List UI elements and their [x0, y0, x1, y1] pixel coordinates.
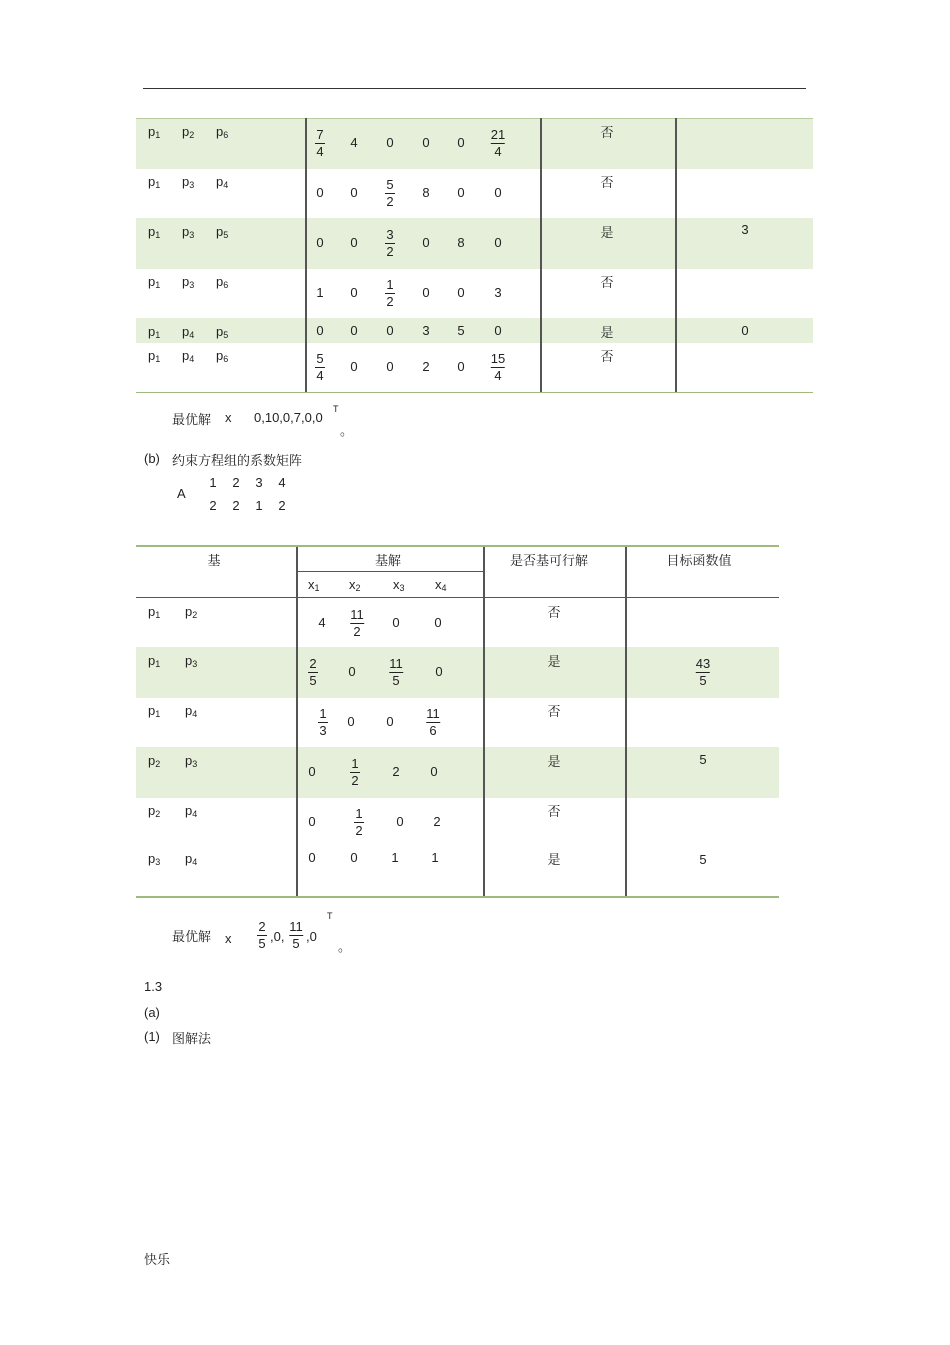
opt2-frac-2: 11 5 [289, 919, 303, 951]
basis-vector: $p_1$ [148, 604, 161, 620]
row-rule [136, 268, 813, 269]
row-rule [136, 392, 813, 393]
numerator: 11 [389, 656, 403, 671]
item-text: 图解法 [172, 1032, 212, 1047]
basis-vector: $p_3$ [148, 851, 161, 867]
solution-value: 1 [391, 850, 399, 865]
basis-vector: $p_1$ [148, 274, 161, 290]
denominator: 4 [316, 368, 324, 383]
basis-vector: $p_5$ [216, 224, 229, 240]
denominator: 4 [316, 144, 324, 159]
numerator: 11 [426, 706, 440, 721]
solution-value: 0 [386, 359, 394, 374]
basis-vector: $p_3$ [182, 224, 195, 240]
objective-value: 3 [741, 222, 749, 237]
table2-bottom-rule [136, 896, 779, 898]
numerator: 5 [316, 351, 324, 366]
solution-value: 0 [392, 615, 400, 630]
matrix-cell: 2 [278, 498, 286, 513]
matrix-cell: 1 [255, 498, 263, 513]
basis-vector: $p_4$ [185, 803, 198, 819]
feasible-mark: 否 [547, 606, 561, 621]
denominator: 2 [386, 244, 394, 259]
numerator: 7 [316, 127, 324, 142]
header-feasible: 是否基可行解 [509, 554, 589, 569]
opt1-end: 。 [340, 424, 354, 439]
denominator: 2 [351, 773, 359, 788]
solution-value: 0 [422, 235, 430, 250]
denominator: 5 [392, 673, 400, 688]
row-background [136, 747, 779, 797]
column-divider [305, 118, 307, 392]
solution-value: 0 [434, 615, 442, 630]
solution-value-fraction [491, 127, 505, 160]
matrix-cell: 2 [209, 498, 217, 513]
column-divider [483, 547, 485, 896]
denominator: 2 [386, 294, 394, 309]
feasible-mark: 是 [600, 326, 614, 341]
row-rule [136, 342, 813, 343]
basis-vector: $p_1$ [148, 124, 161, 140]
solution-value: 0 [347, 714, 355, 729]
basis-vector: $p_2$ [182, 124, 195, 140]
denominator: 5 [309, 673, 317, 688]
objective-value-fraction [696, 656, 710, 689]
denominator: 4 [494, 144, 502, 159]
solution-value: 1 [431, 850, 439, 865]
feasible-mark: 否 [600, 126, 614, 141]
header-bottom-rule [136, 597, 779, 598]
subheader-rule [297, 571, 483, 572]
row-background [136, 318, 813, 342]
table2-top-rule [136, 545, 779, 547]
basis-vector: $p_4$ [182, 348, 195, 364]
row-background [136, 118, 813, 168]
solution-value: 0 [422, 285, 430, 300]
row-rule [136, 697, 779, 698]
denominator: 2 [386, 194, 394, 209]
solution-value: 0 [348, 664, 356, 679]
solution-value: 0 [494, 185, 502, 200]
solution-value: 0 [435, 664, 443, 679]
basis-vector: $p_1$ [148, 703, 161, 719]
solution-value: 0 [350, 850, 358, 865]
solution-value: 3 [422, 323, 430, 338]
feasible-mark: 否 [547, 805, 561, 820]
basis-vector: $p_2$ [148, 753, 161, 769]
numerator: 1 [386, 277, 394, 292]
basis-vector: $p_4$ [182, 324, 195, 340]
objective-value: 0 [741, 323, 749, 338]
basis-vector: $p_3$ [182, 274, 195, 290]
opt2-var: x [225, 931, 232, 946]
solution-value: 0 [350, 235, 358, 250]
matrix-cell: 2 [232, 475, 240, 490]
row-background [136, 218, 813, 268]
solution-value-fraction [426, 706, 440, 739]
matrix-cell: 1 [209, 475, 217, 490]
solution-value-fraction [491, 351, 505, 384]
numerator: 3 [386, 227, 394, 242]
solution-value-fraction [354, 806, 364, 839]
basis-vector: $p_4$ [185, 851, 198, 867]
numerator: 1 [319, 706, 327, 721]
denominator: 2 [355, 823, 363, 838]
solution-value-fraction [315, 127, 325, 160]
denominator: 3 [319, 723, 327, 738]
solution-value: 8 [422, 185, 430, 200]
opt1-label: 最优解 [172, 413, 212, 428]
matrix-cell: 2 [232, 498, 240, 513]
subsection-a: (a) [144, 1005, 160, 1020]
opt2-label: 最优解 [172, 930, 212, 945]
column-divider [540, 118, 542, 392]
numerator: 1 [355, 806, 363, 821]
solution-value: 0 [457, 135, 465, 150]
solution-value: 0 [350, 285, 358, 300]
objective-value: 5 [699, 852, 707, 867]
subheader-x1: $x_1$ [308, 577, 320, 593]
solution-value-fraction [385, 277, 395, 310]
denominator: 6 [429, 723, 437, 738]
solution-value-fraction [385, 177, 395, 210]
matrix-cell: 4 [278, 475, 286, 490]
solution-value: 0 [422, 135, 430, 150]
solution-value: 0 [308, 814, 316, 829]
solution-value-fraction [350, 756, 360, 789]
objective-value: 5 [699, 752, 707, 767]
opt2-end: 。 [338, 940, 352, 955]
basis-vector: $p_3$ [185, 753, 198, 769]
feasible-mark: 是 [547, 755, 561, 770]
solution-value: 0 [308, 764, 316, 779]
solution-value: 0 [386, 323, 394, 338]
solution-value-fraction [315, 351, 325, 384]
basis-vector: $p_6$ [216, 274, 229, 290]
solution-value: 0 [316, 185, 324, 200]
matrix-name: A [177, 486, 186, 501]
solution-value-fraction [385, 227, 395, 260]
solution-value: 0 [316, 235, 324, 250]
solution-value: 0 [396, 814, 404, 829]
solution-value: 4 [350, 135, 358, 150]
solution-value: 2 [433, 814, 441, 829]
basis-vector: $p_3$ [185, 653, 198, 669]
numerator: 15 [490, 351, 506, 366]
solution-value: 0 [494, 323, 502, 338]
basis-vector: $p_5$ [216, 324, 229, 340]
basis-vector: $p_4$ [185, 703, 198, 719]
feasible-mark: 否 [600, 276, 614, 291]
feasible-mark: 否 [600, 176, 614, 191]
column-divider [296, 547, 298, 896]
column-divider [625, 547, 627, 896]
basis-vector: $p_1$ [148, 653, 161, 669]
numerator: 2 [309, 656, 317, 671]
subheader-x4: $x_4$ [435, 577, 447, 593]
feasible-mark: 是 [600, 226, 614, 241]
solution-value: 0 [430, 764, 438, 779]
solution-value: 0 [308, 850, 316, 865]
solution-value: 3 [494, 285, 502, 300]
basis-vector: $p_1$ [148, 174, 161, 190]
header-objective: 目标函数值 [666, 554, 732, 569]
solution-value: 0 [386, 135, 394, 150]
numerator: 43 [695, 656, 711, 671]
basis-vector: $p_1$ [148, 324, 161, 340]
subheader-x3: $x_3$ [393, 577, 405, 593]
basis-vector: $p_4$ [216, 174, 229, 190]
solution-value: 5 [457, 323, 465, 338]
feasible-mark: 是 [547, 853, 561, 868]
numerator: 21 [490, 127, 506, 142]
opt1-value: 0,10,0,7,0,0 [254, 410, 323, 425]
denominator: 4 [494, 368, 502, 383]
feasible-mark: 否 [600, 350, 614, 365]
solution-value: 0 [350, 185, 358, 200]
solution-value: 0 [316, 323, 324, 338]
opt2-tail: ,0 [306, 929, 317, 944]
solution-value: 1 [316, 285, 324, 300]
solution-value-fraction [308, 656, 318, 689]
footer-text: 快乐 [144, 1253, 171, 1268]
item-marker: (1) [144, 1029, 160, 1044]
opt1-sup: T [333, 404, 339, 414]
basis-vector: $p_6$ [216, 124, 229, 140]
numerator: 1 [351, 756, 359, 771]
solution-value: 8 [457, 235, 465, 250]
basis-vector: $p_2$ [185, 604, 198, 620]
feasible-mark: 否 [547, 705, 561, 720]
solution-value-fraction [389, 656, 403, 689]
solution-value-fraction [318, 706, 328, 739]
denominator: 5 [699, 673, 707, 688]
denominator: 2 [353, 624, 361, 639]
row-rule [136, 797, 779, 798]
section-number: 1.3 [144, 979, 163, 994]
basis-vector: $p_3$ [182, 174, 195, 190]
solution-value: 0 [350, 359, 358, 374]
solution-value: 0 [350, 323, 358, 338]
row-rule [136, 168, 813, 169]
solution-value: 2 [392, 764, 400, 779]
solution-value: 0 [457, 359, 465, 374]
numerator: 5 [386, 177, 394, 192]
numerator: 11 [350, 607, 364, 622]
part-b-marker: (b) [144, 451, 160, 466]
opt2-sup: T [327, 911, 333, 921]
column-divider [675, 118, 677, 392]
solution-value: 0 [494, 235, 502, 250]
solution-value: 0 [457, 185, 465, 200]
solution-value: 0 [386, 714, 394, 729]
feasible-mark: 是 [547, 655, 561, 670]
table1-top-rule [136, 118, 813, 119]
subheader-x2: $x_2$ [349, 577, 361, 593]
solution-value: 4 [318, 615, 326, 630]
basis-vector: $p_1$ [148, 224, 161, 240]
basis-vector: $p_1$ [148, 348, 161, 364]
part-b-text: 约束方程组的系数矩阵 [172, 454, 303, 469]
opt2-frac-1: 2 5 [258, 919, 266, 951]
basis-vector: $p_2$ [148, 803, 161, 819]
opt1-var: x [225, 410, 232, 425]
solution-value-fraction [350, 607, 364, 640]
header-rule [143, 88, 806, 89]
header-basic-solution: 基解 [374, 554, 402, 569]
basis-vector: $p_6$ [216, 348, 229, 364]
solution-value: 2 [422, 359, 430, 374]
opt2-mid: ,0, [270, 929, 285, 944]
row-background [136, 647, 779, 697]
solution-value: 0 [457, 285, 465, 300]
header-basis: 基 [207, 554, 221, 569]
matrix-cell: 3 [255, 475, 263, 490]
